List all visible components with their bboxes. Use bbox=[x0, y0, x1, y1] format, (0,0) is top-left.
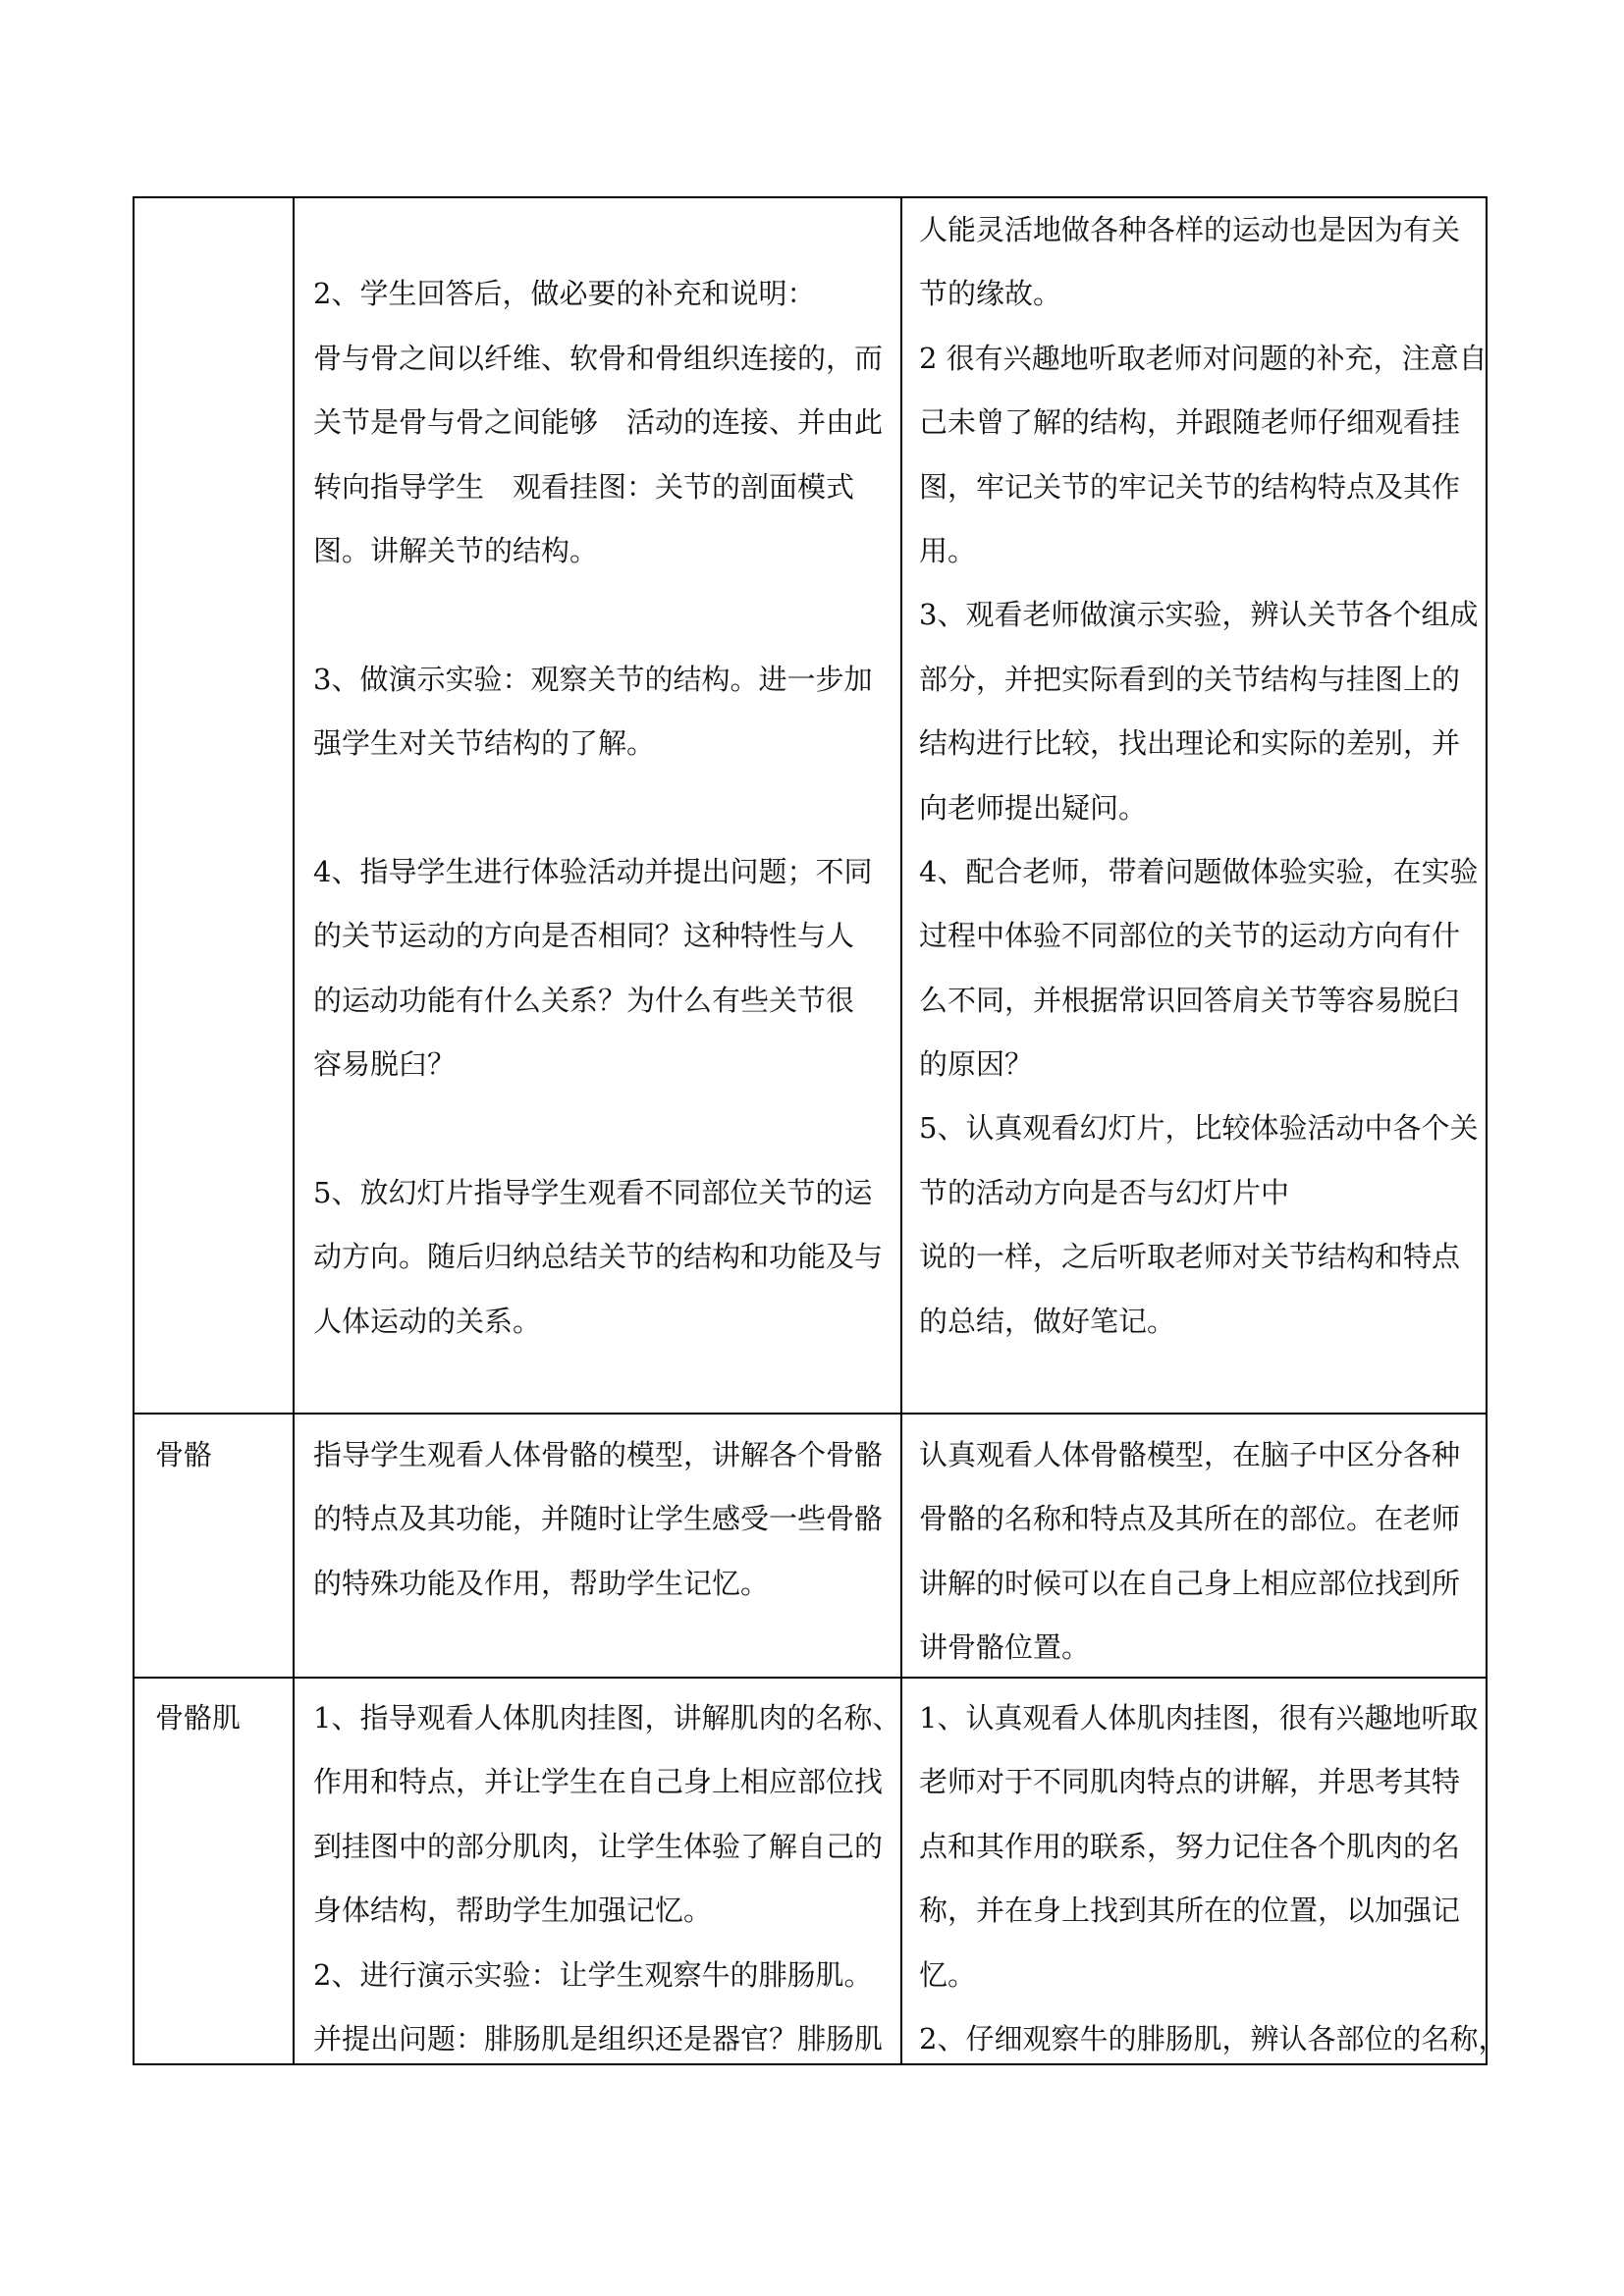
text-line: 么不同，并根据常识回答肩关节等容易脱臼 bbox=[919, 983, 1461, 1017]
text-line: 人体运动的关系。 bbox=[313, 1304, 542, 1338]
text-line: 骨与骨之间以纤维、软骨和骨组织连接的，而 bbox=[313, 341, 884, 375]
text-line: 2、仔细观察牛的腓肠肌，辨认各部位的名称， bbox=[919, 2021, 1507, 2056]
topic-cell bbox=[135, 198, 295, 1415]
teacher-paragraph bbox=[313, 840, 900, 1097]
text-line: 部分，并把实际看到的关节结构与挂图上的 bbox=[919, 662, 1461, 696]
text-line: 指导学生观看人体骨骼的模型，讲解各个骨骼 bbox=[313, 1438, 884, 1471]
text-line: 的总结，做好笔记。 bbox=[919, 1304, 1176, 1338]
student-paragraph bbox=[919, 840, 1486, 1097]
text-line: 结构进行比较，找出理论和实际的差别，并 bbox=[919, 726, 1461, 761]
teacher-activity-cell bbox=[295, 198, 902, 1415]
text-line: 图。讲解关节的结构。 bbox=[313, 533, 599, 567]
student-activity-cell bbox=[902, 1415, 1488, 1679]
text-line: 的关节运动的方向是否相同？这种特性与人 bbox=[313, 919, 855, 953]
text-line: 的特殊功能及作用，帮助学生记忆。 bbox=[313, 1566, 770, 1600]
text-line: 过程中体验不同部位的关节的运动方向有什 bbox=[919, 919, 1461, 953]
text-line: 2、进行演示实验：让学生观察牛的腓肠肌。 bbox=[313, 1957, 873, 1992]
teacher-paragraph bbox=[313, 1944, 900, 2072]
text-line: 认真观看人体骨骼模型，在脑子中区分各种 bbox=[919, 1438, 1461, 1471]
text-line: 人能灵活地做各种各样的运动也是因为有关 bbox=[919, 213, 1461, 246]
text-line: 节的缘故。 bbox=[919, 277, 1062, 311]
student-paragraph bbox=[919, 1096, 1486, 1354]
student-paragraph bbox=[919, 583, 1486, 840]
lesson-table bbox=[133, 196, 1507, 2065]
text-line: 用。 bbox=[919, 533, 977, 567]
student-paragraph bbox=[919, 2007, 1507, 2071]
student-paragraph bbox=[919, 327, 1486, 584]
text-line: 容易脱臼？ bbox=[313, 1047, 457, 1082]
topic-cell bbox=[135, 1679, 295, 2065]
text-line: 图，牢记关节的牢记关节的结构特点及其作 bbox=[919, 469, 1461, 504]
text-line: 向老师提出疑问。 bbox=[919, 790, 1148, 825]
text-line: 5、放幻灯片指导学生观看不同部位关节的运 bbox=[313, 1175, 873, 1209]
teacher-paragraph bbox=[313, 262, 900, 583]
text-line: 到挂图中的部分肌肉，让学生体验了解自己的 bbox=[313, 1829, 884, 1863]
text-line: 4、配合老师，带着问题做体验实验，在实验 bbox=[919, 854, 1479, 888]
text-line: 2、学生回答后，做必要的补充和说明： bbox=[313, 277, 816, 311]
text-line: 关节是骨与骨之间能够 活动的连接、并由此 bbox=[313, 405, 884, 440]
text-line: 3、做演示实验：观察关节的结构。进一步加 bbox=[313, 662, 873, 696]
teacher-paragraph bbox=[313, 1423, 900, 1616]
text-line: 3、观看老师做演示实验，辨认关节各个组成 bbox=[919, 598, 1479, 632]
text-line: 讲解的时候可以在自己身上相应部位找到所 bbox=[919, 1566, 1461, 1600]
text-line: 称，并在身上找到其所在的位置，以加强记 bbox=[919, 1894, 1461, 1928]
text-line: 忆。 bbox=[919, 1957, 977, 1992]
text-line: 的运动功能有什么关系？为什么有些关节很 bbox=[313, 983, 855, 1017]
text-line: 己未曾了解的结构，并跟随老师仔细观看挂 bbox=[919, 405, 1461, 440]
topic-cell bbox=[135, 1415, 295, 1679]
text-line: 的原因？ bbox=[919, 1047, 1034, 1082]
text-line: 1、认真观看人体肌肉挂图，很有兴趣地听取 bbox=[919, 1701, 1479, 1735]
student-paragraph bbox=[919, 1686, 1486, 2007]
text-line: 动方向。随后归纳总结关节的结构和功能及与 bbox=[313, 1240, 884, 1274]
text-line: 转向指导学生 观看挂图：关节的剖面模式 bbox=[313, 469, 855, 504]
text-line: 说的一样，之后听取老师对关节结构和特点 bbox=[919, 1240, 1461, 1274]
student-paragraph bbox=[919, 1423, 1486, 1681]
text-line: 2 很有兴趣地听取老师对问题的补充，注意自 bbox=[919, 341, 1488, 375]
text-line: 5、认真观看幻灯片，比较体验活动中各个关 bbox=[919, 1111, 1479, 1146]
text-line: 点和其作用的联系，努力记住各个肌肉的名 bbox=[919, 1829, 1461, 1863]
text-line: 的特点及其功能，并随时让学生感受一些骨骼 bbox=[313, 1502, 884, 1536]
text-line: 讲骨骼位置。 bbox=[919, 1630, 1091, 1665]
text-line: 1、指导观看人体肌肉挂图，讲解肌肉的名称、 bbox=[313, 1701, 901, 1735]
student-activity-cell bbox=[902, 198, 1488, 1415]
teacher-paragraph bbox=[313, 1686, 900, 1944]
text-line: 并提出问题：腓肠肌是组织还是器官？腓肠肌 bbox=[313, 2021, 884, 2056]
text-line: 4、指导学生进行体验活动并提出问题；不同 bbox=[313, 854, 873, 888]
text-line: 强学生对关节结构的了解。 bbox=[313, 726, 656, 761]
topic-label: 骨骼 bbox=[155, 1438, 213, 1471]
text-line: 老师对于不同肌肉特点的讲解，并思考其特 bbox=[919, 1765, 1461, 1799]
teacher-paragraph bbox=[313, 1161, 900, 1354]
student-paragraph bbox=[919, 198, 1486, 327]
teacher-activity-cell bbox=[295, 1679, 902, 2065]
text-line: 身体结构，帮助学生加强记忆。 bbox=[313, 1894, 713, 1928]
text-line: 骨骼的名称和特点及其所在的部位。在老师 bbox=[919, 1502, 1461, 1536]
text-line: 作用和特点，并让学生在自己身上相应部位找 bbox=[313, 1765, 884, 1799]
teacher-activity-cell bbox=[295, 1415, 902, 1679]
text-line: 节的活动方向是否与幻灯片中 bbox=[919, 1175, 1290, 1209]
topic-label: 骨骼肌 bbox=[155, 1701, 242, 1735]
student-activity-cell bbox=[902, 1679, 1507, 2065]
teacher-paragraph bbox=[313, 648, 900, 776]
